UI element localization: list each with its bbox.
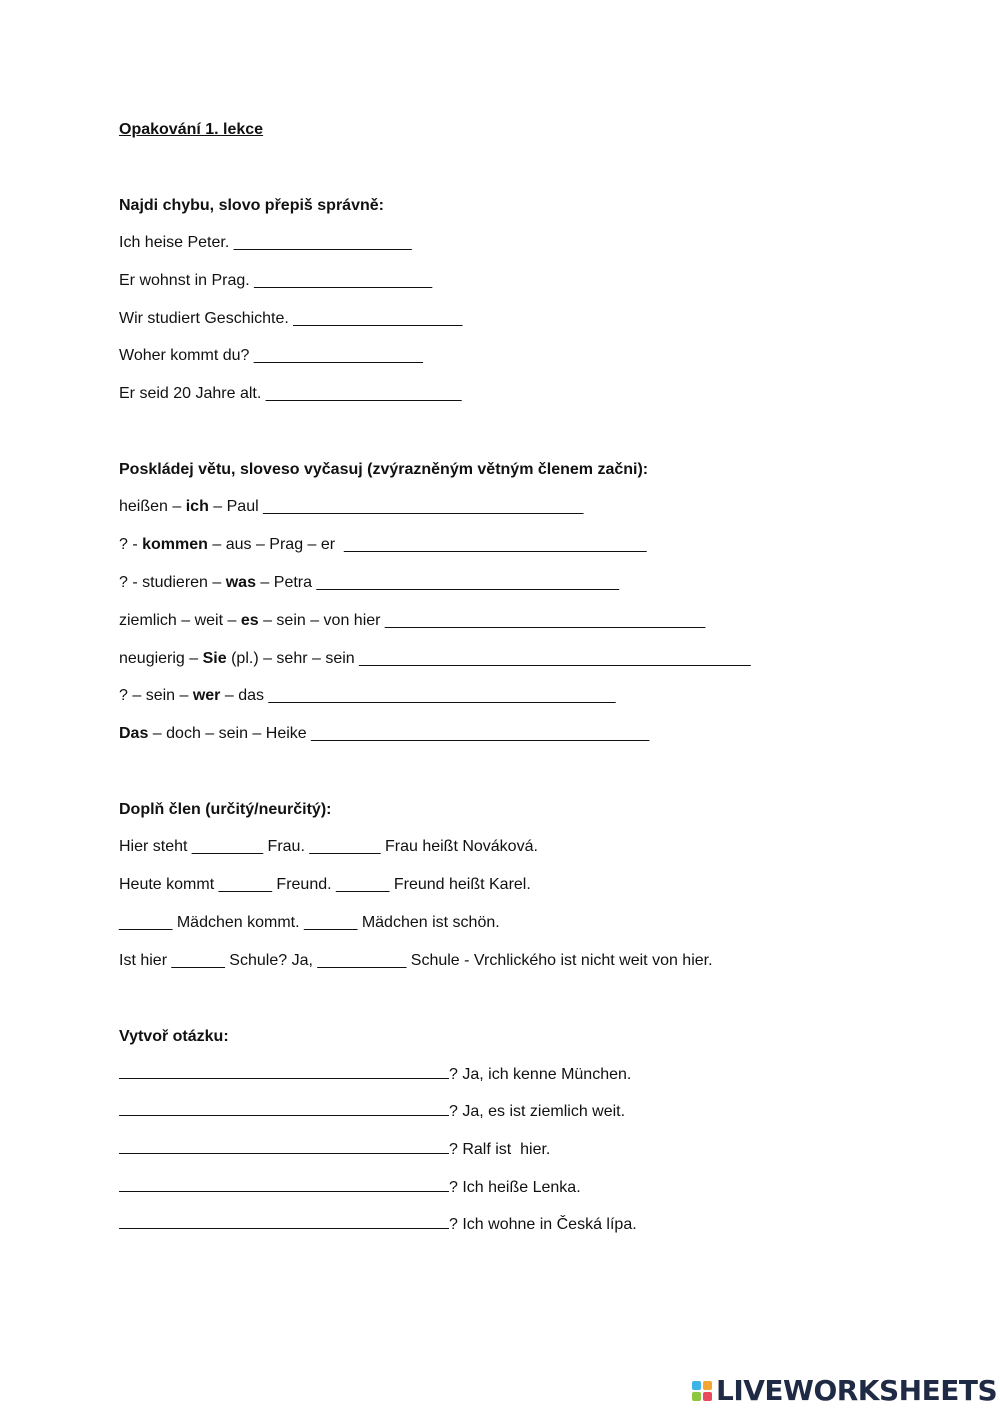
exercise-line: Heute kommt ______ Freund. ______ Freund heißt Karel. — [119, 876, 531, 893]
page-title: Opakování 1. lekce — [119, 121, 264, 138]
liveworksheets-logo[interactable] — [692, 1376, 997, 1406]
exercise-line: ? - studieren – was – Petra __________________________________ — [119, 574, 620, 591]
answer-blank — [119, 1152, 449, 1154]
highlighted-word: wer — [192, 687, 221, 704]
exercise-line: ? Ja, es ist ziemlich weit. — [119, 1103, 625, 1121]
highlighted-word: Das — [119, 725, 149, 742]
highlighted-word: was — [225, 574, 256, 591]
logo-mark-icon — [692, 1381, 712, 1401]
section-4-heading: Vytvoř otázku: — [119, 1028, 229, 1045]
exercise-line: ? - kommen – aus – Prag – er __________________________________ — [119, 536, 647, 553]
exercise-line: ? Ralf ist hier. — [119, 1141, 550, 1159]
answer-blank — [119, 1190, 449, 1192]
exercise-line: Woher kommt du? ___________________ — [119, 347, 423, 364]
answer-blank — [119, 1114, 449, 1116]
highlighted-word: Sie — [202, 650, 227, 667]
exercise-line: Er seid 20 Jahre alt. ______________________ — [119, 385, 462, 402]
exercise-line: ziemlich – weit – es – sein – von hier ____________________________________ — [119, 612, 706, 629]
exercise-line: Hier steht ________ Frau. ________ Frau heißt Nováková. — [119, 838, 538, 855]
exercise-line: Ist hier ______ Schule? Ja, __________ Schule - Vrchlického ist nicht weit von hier. — [119, 952, 713, 969]
exercise-line: ? – sein – wer – das _______________________________________ — [119, 687, 616, 704]
logo-text: LIVEWORKSHEETS — [716, 1374, 998, 1407]
exercise-line: ______ Mädchen kommt. ______ Mädchen ist schön. — [119, 914, 500, 931]
highlighted-word: es — [240, 612, 259, 629]
exercise-line: ? Ich heiße Lenka. — [119, 1179, 581, 1197]
section-1-heading: Najdi chybu, slovo přepiš správně: — [119, 197, 384, 214]
exercise-line: neugierig – Sie (pl.) – sehr – sein ____________________________________________ — [119, 650, 751, 667]
exercise-line: Wir studiert Geschichte. ___________________ — [119, 310, 463, 327]
exercise-line: Das – doch – sein – Heike ______________________________________ — [119, 725, 650, 742]
highlighted-word: kommen — [142, 536, 208, 553]
exercise-line: Ich heise Peter. ____________________ — [119, 234, 412, 251]
section-2-heading: Poskládej větu, sloveso vyčasuj (zvýrazněným větným členem začni): — [119, 461, 649, 478]
exercise-line: Er wohnst in Prag. ____________________ — [119, 272, 433, 289]
answer-blank — [119, 1077, 449, 1079]
exercise-line: heißen – ich – Paul ____________________________________ — [119, 498, 584, 515]
highlighted-word: ich — [185, 498, 209, 515]
exercise-line: ? Ja, ich kenne München. — [119, 1066, 631, 1084]
section-3-heading: Doplň člen (určitý/neurčitý): — [119, 801, 332, 818]
answer-blank — [119, 1227, 449, 1229]
exercise-line: ? Ich wohne in Česká lípa. — [119, 1216, 637, 1234]
